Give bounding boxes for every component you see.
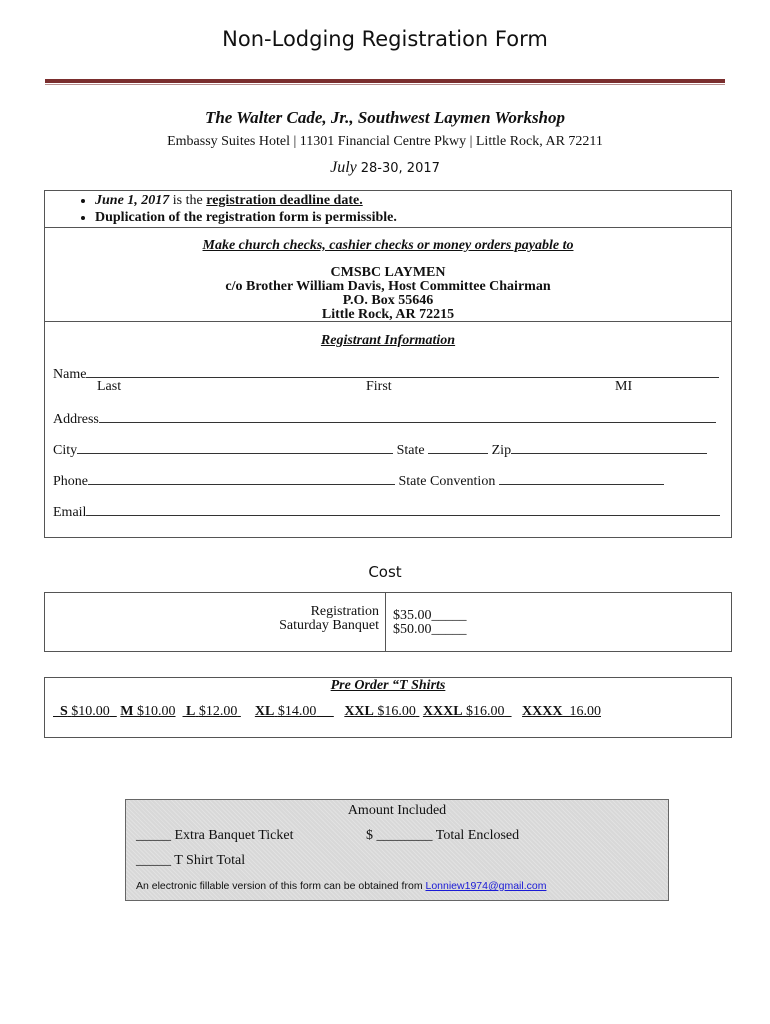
contact-email-link[interactable]: Lonniew1974@gmail.com [425,880,547,892]
banquet-cost[interactable]: $50.00_____ [393,622,467,637]
cost-divider [385,593,386,651]
divider [45,321,731,322]
size-option[interactable]: XXL $16.00 [344,704,416,719]
city-row [53,441,707,459]
mi-label: MI [615,379,633,394]
registration-cost[interactable]: $35.00_____ [393,608,467,623]
tshirt-sizes [53,704,601,720]
payable-to: Make church checks, cashier checks or money orders payable to [202,238,574,253]
title-rule [45,79,725,83]
state-convention-label: State Convention [398,474,499,489]
event-dates [0,159,770,177]
size-option[interactable]: XXXL $16.00 [422,704,505,719]
city-label: City [53,443,78,458]
payee-line: c/o Brother William Davis, Host Committee Chairman [225,279,551,294]
state-convention-field[interactable] [499,472,664,485]
amount-heading: Amount Included [347,803,447,818]
email-row [53,503,720,521]
zip-field[interactable] [511,441,707,454]
amount-box [125,799,669,901]
city-field[interactable] [77,441,393,454]
size-option[interactable]: M $10.00 [120,704,176,719]
event-venue: Embassy Suites Hotel | 11301 Financial Centre Pkwy | Little Rock, AR 72211 [167,134,603,149]
email-label: Email [53,505,87,520]
name-field[interactable] [86,365,719,378]
payee-line: Little Rock, AR 72215 [321,307,455,322]
title-rule-thin [45,84,725,85]
state-field[interactable] [428,441,488,454]
size-option[interactable]: XL $14.00 [254,704,317,719]
address-row [53,410,716,428]
event-name: The Walter Cade, Jr., Southwest Laymen Workshop [204,108,566,127]
total-enclosed[interactable]: $ ________ Total Enclosed [366,828,520,843]
tshirt-box [44,677,732,738]
banquet-label: Saturday Banquet [279,618,379,633]
event-month: July [330,159,357,176]
cost-title: Cost [368,563,402,581]
payee-line: CMSBC LAYMEN [330,265,446,280]
email-field[interactable] [86,503,720,516]
divider [45,227,731,228]
name-label: Name [53,367,87,382]
extra-banquet-ticket[interactable]: _____ Extra Banquet Ticket [136,828,294,843]
zip-label: Zip [488,443,512,458]
address-field[interactable] [99,410,716,423]
fillable-note-text: An electronic fillable version of this form can be obtained from [136,880,426,892]
cost-labels [279,605,379,633]
cost-box [44,592,732,652]
size-option[interactable]: L $12.00 [186,704,238,719]
tshirt-total[interactable]: _____ T Shirt Total [136,853,246,868]
last-label: Last [97,379,122,394]
phone-row [53,472,664,490]
address-label: Address [53,412,99,427]
registrant-heading: Registrant Information [320,333,456,348]
registration-label: Registration [310,604,379,619]
notes-list [75,192,397,226]
cost-values [393,609,467,637]
state-label: State [396,443,429,458]
duplication-note: • Duplication of the registration form is permissible. [95,209,397,226]
tshirt-heading: Pre Order “T Shirts [330,678,446,693]
size-option[interactable]: XXXX 16.00 [522,704,601,719]
phone-label: Phone [53,474,88,489]
payee-address [45,266,731,322]
fillable-note [136,880,546,892]
deadline-note: • June 1, 2017 is the registration deadline date. [95,192,397,209]
size-option[interactable]: S $10.00 [60,704,110,719]
event-days: 28-30, 2017 [360,161,440,176]
phone-field[interactable] [88,472,395,485]
form-title: Non-Lodging Registration Form [222,27,548,51]
registration-box [44,190,732,538]
first-label: First [366,379,392,394]
payee-line: P.O. Box 55646 [342,293,434,308]
